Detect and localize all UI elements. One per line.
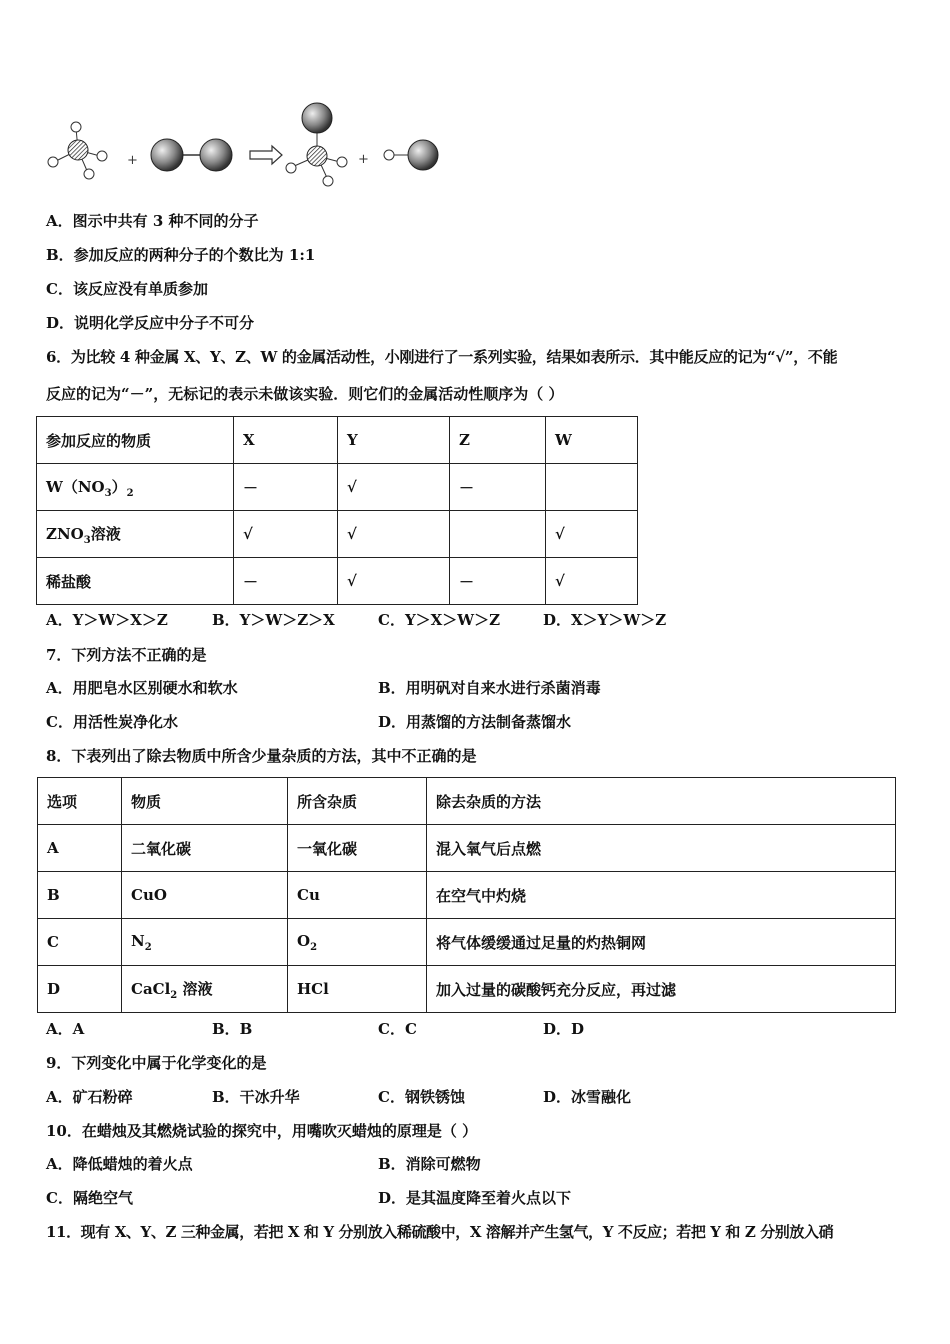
q7-stem: 7．下列方法不正确的是	[46, 646, 207, 664]
subscript: 2	[126, 487, 134, 499]
molecule-4-icon	[384, 140, 438, 170]
q11-stem: 11．现有 X、Y、Z 三种金属，若把 X 和 Y 分别放入稀硫酸中，X 溶解并产生氢气，Y 不反应；若把 Y 和 Z 分别放入硝	[46, 1223, 834, 1241]
subscript: 3	[83, 534, 91, 546]
q5-option-b: B．参加反应的两种分子的个数比为 1:1	[46, 246, 316, 264]
subscript: 2	[144, 941, 152, 953]
table-cell	[450, 511, 546, 558]
table-cell: D	[38, 966, 122, 1013]
row-label-text: W（NO	[46, 477, 105, 496]
plus-sign-2: +	[358, 152, 369, 167]
table-cell: √	[338, 511, 450, 558]
header-cell: 除去杂质的方法	[427, 778, 896, 825]
q6-option-d: D．X＞Y＞W＞Z	[543, 611, 667, 629]
table-cell: √	[546, 511, 638, 558]
header-cell: 所含杂质	[288, 778, 427, 825]
q7-option-c: C．用活性炭净化水	[46, 713, 178, 731]
q8-option-a: A．A	[46, 1020, 85, 1038]
table-header-row	[37, 417, 638, 464]
q5-option-d: D．说明化学反应中分子不可分	[46, 314, 255, 332]
table-cell	[546, 464, 638, 511]
header-cell: 参加反应的物质	[37, 417, 234, 464]
header-cell: X	[234, 417, 338, 464]
header-cell: W	[546, 417, 638, 464]
formula-text: N	[131, 931, 145, 950]
formula-text: O	[297, 931, 311, 950]
q9-stem: 9．下列变化中属于化学变化的是	[46, 1054, 267, 1072]
header-cell: Y	[338, 417, 450, 464]
table-cell: 在空气中灼烧	[427, 872, 896, 919]
q6-stem-line1: 6．为比较 4 种金属 X、Y、Z、W 的金属活动性，小刚进行了一系列实验，结果如表所示．其中能反应的记为“√”，不能	[46, 348, 838, 366]
table-cell: 二氧化碳	[122, 825, 288, 872]
q8-option-c: C．C	[378, 1020, 417, 1038]
table-row	[38, 872, 896, 919]
table-cell: －	[234, 558, 338, 605]
reaction-arrow-icon	[250, 146, 282, 164]
q10-stem: 10．在蜡烛及其燃烧试验的探究中，用嘴吹灭蜡烛的原理是（ ）	[46, 1122, 478, 1140]
table-cell: －	[450, 558, 546, 605]
table-cell: 混入氧气后点燃	[427, 825, 896, 872]
row-label	[37, 511, 234, 558]
row-label-text: ZNO	[46, 524, 84, 543]
q9-option-b: B．干冰升华	[212, 1088, 300, 1106]
row-label: 稀盐酸	[37, 558, 234, 605]
reaction-diagram	[40, 100, 460, 195]
table-row	[37, 558, 638, 605]
q7-option-a: A．用肥皂水区别硬水和软水	[46, 679, 238, 697]
table-cell: Cu	[288, 872, 427, 919]
q6-option-b: B．Y＞W＞Z＞X	[212, 611, 335, 629]
q7-option-b: B．用明矾对自来水进行杀菌消毒	[378, 679, 601, 697]
subscript: 2	[170, 989, 178, 1001]
table-cell: －	[234, 464, 338, 511]
q8-option-b: B．B	[212, 1020, 253, 1038]
table-header-row	[38, 778, 896, 825]
table-row	[37, 464, 638, 511]
table-cell: √	[338, 464, 450, 511]
table-cell	[288, 919, 427, 966]
q10-option-a: A．降低蜡烛的着火点	[46, 1155, 193, 1173]
table-row	[38, 966, 896, 1013]
q5-option-c: C．该反应没有单质参加	[46, 280, 208, 298]
q10-option-c: C．隔绝空气	[46, 1189, 133, 1207]
table-cell: 将气体缓缓通过足量的灼热铜网	[427, 919, 896, 966]
q9-option-a: A．矿石粉碎	[46, 1088, 133, 1106]
table-cell: 一氧化碳	[288, 825, 427, 872]
row-label-text: ）	[111, 477, 127, 496]
row-label-text: 溶液	[90, 524, 121, 543]
q10-option-b: B．消除可燃物	[378, 1155, 481, 1173]
table-cell: A	[38, 825, 122, 872]
q10-option-d: D．是其温度降至着火点以下	[378, 1189, 572, 1207]
molecule-2-icon	[151, 139, 232, 171]
header-cell: Z	[450, 417, 546, 464]
subscript: 2	[310, 941, 318, 953]
header-cell: 选项	[38, 778, 122, 825]
q6-option-c: C．Y＞X＞W＞Z	[378, 611, 501, 629]
table-cell: HCl	[288, 966, 427, 1013]
formula-text: CaCl	[131, 979, 171, 998]
q9-option-d: D．冰雪融化	[543, 1088, 632, 1106]
molecule-3-icon	[286, 103, 347, 186]
q6-option-a: A．Y＞W＞X＞Z	[46, 611, 168, 629]
table-row	[38, 825, 896, 872]
row-label	[37, 464, 234, 511]
table-cell: B	[38, 872, 122, 919]
q8-stem: 8．下表列出了除去物质中所含少量杂质的方法，其中不正确的是	[46, 747, 477, 765]
header-cell: 物质	[122, 778, 288, 825]
table-cell: －	[450, 464, 546, 511]
table-cell: 加入过量的碳酸钙充分反应，再过滤	[427, 966, 896, 1013]
table-cell: C	[38, 919, 122, 966]
table-cell	[122, 966, 288, 1013]
q5-option-a: A．图示中共有 3 种不同的分子	[46, 212, 259, 230]
table-row	[38, 919, 896, 966]
q8-table	[37, 777, 896, 1013]
molecule-1-icon	[48, 122, 107, 179]
q7-option-d: D．用蒸馏的方法制备蒸馏水	[378, 713, 572, 731]
table-cell: √	[338, 558, 450, 605]
q6-table	[36, 416, 638, 605]
table-cell: √	[234, 511, 338, 558]
table-row	[37, 511, 638, 558]
subscript: 3	[104, 487, 112, 499]
q9-option-c: C．钢铁锈蚀	[378, 1088, 465, 1106]
q8-option-d: D．D	[543, 1020, 585, 1038]
plus-sign-1: +	[127, 153, 138, 168]
table-cell: CuO	[122, 872, 288, 919]
q6-stem-line2: 反应的记为“－”，无标记的表示未做该实验．则它们的金属活动性顺序为（ ）	[46, 385, 564, 403]
table-cell: √	[546, 558, 638, 605]
formula-text: 溶液	[177, 979, 213, 998]
table-cell	[122, 919, 288, 966]
